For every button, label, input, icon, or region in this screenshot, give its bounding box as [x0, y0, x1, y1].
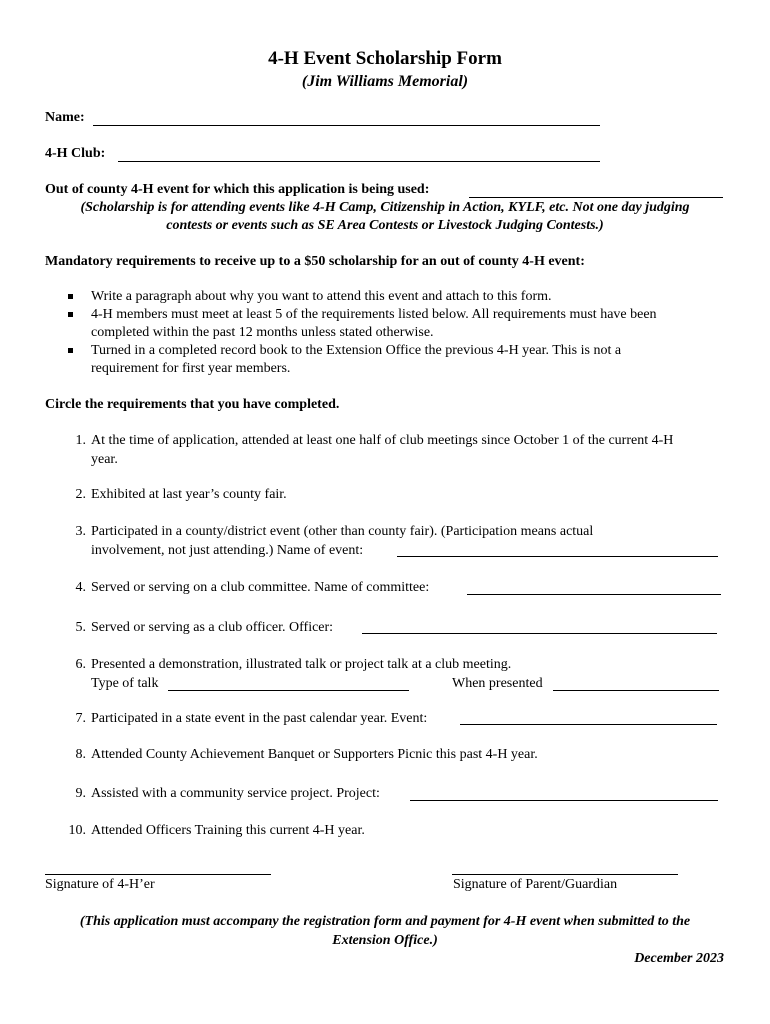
- bullet-text: Turned in a completed record book to the Extension Office the previous 4-H year. This is not a: [91, 343, 622, 358]
- requirement-text: Attended County Achievement Banquet or Supporters Picnic this past 4-H year.: [91, 747, 538, 762]
- list-item: [66, 306, 716, 342]
- requirement-number: 6.: [75, 657, 86, 672]
- requirement-number: 9.: [75, 786, 86, 801]
- requirement-text: year.: [91, 452, 118, 467]
- member-signature-label: Signature of 4-H’er: [45, 877, 155, 892]
- requirement-number: 7.: [75, 711, 86, 726]
- bullet-square-icon: [68, 312, 73, 317]
- type-of-talk-field-line[interactable]: [168, 690, 409, 691]
- bullet-square-icon: [68, 348, 73, 353]
- requirement-number: 2.: [75, 487, 86, 502]
- project-field-line[interactable]: [410, 800, 718, 801]
- requirement-text: Exhibited at last year’s county fair.: [91, 487, 287, 502]
- requirement-number: 10.: [68, 823, 86, 838]
- state-event-field-line[interactable]: [460, 724, 717, 725]
- club-label: 4-H Club:: [45, 146, 106, 161]
- name-field-line[interactable]: [93, 125, 600, 126]
- mandatory-list: [66, 288, 716, 378]
- requirement-number: 3.: [75, 524, 86, 539]
- bullet-text: completed within the past 12 months unless stated otherwise.: [91, 325, 434, 340]
- requirement-number: 4.: [75, 580, 86, 595]
- form-subtitle: (Jim Williams Memorial): [301, 73, 469, 90]
- officer-field-line[interactable]: [362, 633, 717, 634]
- bullet-text: 4-H members must meet at least 5 of the requirements listed below. All requirements must have been: [91, 307, 657, 322]
- parent-signature-label: Signature of Parent/Guardian: [453, 877, 618, 892]
- event-name-field-line[interactable]: [397, 556, 718, 557]
- list-item: [66, 342, 716, 378]
- requirement-number: 8.: [75, 747, 86, 762]
- requirement-number: 5.: [75, 620, 86, 635]
- club-field-line[interactable]: [118, 161, 600, 162]
- committee-field-line[interactable]: [467, 594, 721, 595]
- requirement-number: 1.: [75, 433, 86, 448]
- bullet-text: Write a paragraph about why you want to attend this event and attach to this form.: [91, 289, 552, 304]
- when-presented-field-line[interactable]: [553, 690, 719, 691]
- event-note-line-1: (Scholarship is for attending events like 4-H Camp, Citizenship in Action, KYLF, etc. Not one day judging: [80, 200, 690, 215]
- requirement-text: Served or serving on a club committee. Name of committee:: [91, 580, 430, 595]
- requirement-text: involvement, not just attending.) Name of event:: [91, 543, 364, 558]
- footer-note-line-2: Extension Office.): [332, 933, 438, 948]
- requirement-text: At the time of application, attended at least one half of club meetings since October 1 of the current 4-H: [91, 433, 674, 448]
- type-of-talk-label: Type of talk: [91, 676, 159, 691]
- requirement-text: Attended Officers Training this current 4-H year.: [91, 823, 365, 838]
- requirement-text: Presented a demonstration, illustrated talk or project talk at a club meeting.: [91, 657, 512, 672]
- list-item: [66, 288, 716, 306]
- form-title: 4-H Event Scholarship Form: [268, 48, 502, 69]
- event-field-line[interactable]: [469, 197, 723, 198]
- bullet-text: requirement for first year members.: [91, 361, 291, 376]
- requirement-text: Participated in a state event in the past calendar year. Event:: [91, 711, 428, 726]
- event-label: Out of county 4-H event for which this application is being used:: [45, 182, 430, 197]
- requirement-text: Assisted with a community service project. Project:: [91, 786, 380, 801]
- event-note-line-2: contests or events such as SE Area Contests or Livestock Judging Contests.): [166, 218, 604, 233]
- mandatory-heading: Mandatory requirements to receive up to a $50 scholarship for an out of county 4-H event:: [45, 254, 585, 269]
- circle-heading: Circle the requirements that you have completed.: [45, 397, 340, 412]
- member-signature-line[interactable]: [45, 874, 271, 875]
- parent-signature-line[interactable]: [452, 874, 678, 875]
- footer-note-line-1: (This application must accompany the registration form and payment for 4-H event when submitted to the: [79, 914, 691, 929]
- when-presented-label: When presented: [452, 676, 543, 691]
- requirement-text: Participated in a county/district event (other than county fair). (Participation means actual: [91, 524, 594, 539]
- requirement-text: Served or serving as a club officer. Officer:: [91, 620, 334, 635]
- form-date: December 2023: [634, 951, 724, 966]
- bullet-square-icon: [68, 294, 73, 299]
- name-label: Name:: [45, 110, 85, 125]
